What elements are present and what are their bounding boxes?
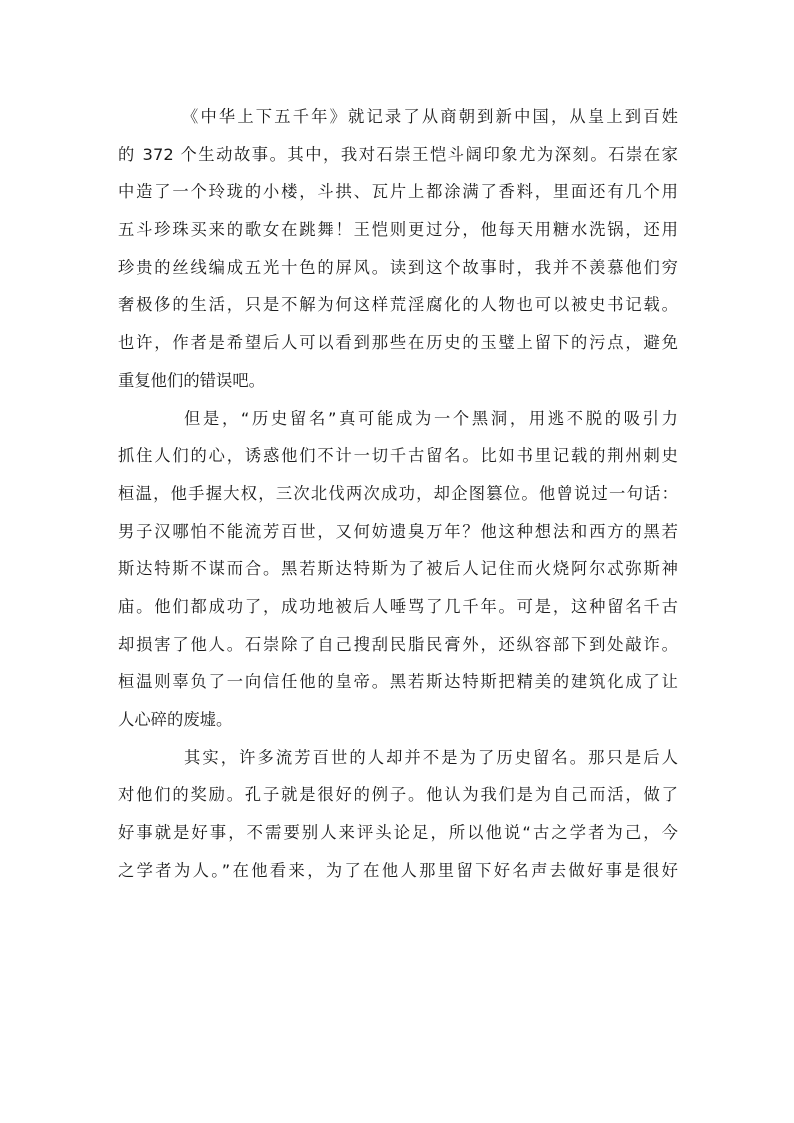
essay-body — [118, 98, 678, 889]
paragraph-2-line-5: 斯达特斯不谋而合。黑若斯达特斯为了被后人记住而火烧阿尔忒弥斯神 — [118, 559, 678, 579]
paragraph-2-line-4: 男子汉哪怕不能流芳百世，又何妨遗臭万年？他这种想法和西方的黑若 — [118, 521, 678, 541]
paragraph-1-line-7: 也许，作者是希望后人可以看到那些在历史的玉璧上留下的污点，避免 — [118, 333, 678, 353]
paragraph-1-line-2: 的 372 个生动故事。其中，我对石崇王恺斗阔印象尤为深刻。石崇在家 — [118, 144, 678, 164]
paragraph-3-line-3: 好事就是好事，不需要别人来评头论足，所以他说“古之学者为己，今 — [118, 823, 678, 843]
paragraph-2-line-7: 却损害了他人。石崇除了自己搜刮民脂民膏外，还纵容部下到处敲诈。 — [118, 634, 678, 654]
paragraph-2-line-9: 人心碎的废墟。 — [118, 710, 233, 729]
paragraph-3-line-4: 之学者为人。”在他看来，为了在他人那里留下好名声去做好事是很好 — [118, 860, 678, 880]
paragraph-2-line-6: 庙。他们都成功了，成功地被后人唾骂了几千年。可是，这种留名千古 — [118, 596, 678, 616]
paragraph-1-line-1: 《中华上下五千年》就记录了从商朝到新中国，从皇上到百姓 — [182, 107, 678, 126]
paragraph-3-line-2: 对他们的奖励。孔子就是很好的例子。他认为我们是为自己而活，做了 — [118, 785, 678, 805]
paragraph-2-line-3: 桓温，他手握大权，三次北伐两次成功，却企图篡位。他曾说过一句话： — [118, 483, 678, 503]
paragraph-1-line-3: 中造了一个玲珑的小楼，斗拱、瓦片上都涂满了香料，里面还有几个用 — [118, 182, 678, 202]
paragraph-1-line-5: 珍贵的丝线编成五光十色的屏风。读到这个故事时，我并不羡慕他们穷 — [118, 257, 678, 277]
paragraph-1-line-6: 奢极侈的生活，只是不解为何这样荒淫腐化的人物也可以被史书记载。 — [118, 295, 678, 315]
paragraph-1-line-8: 重复他们的错误吧。 — [118, 370, 265, 390]
paragraph-2-line-2: 抓住人们的心，诱惑他们不计一切千古留名。比如书里记载的荆州刺史 — [118, 446, 678, 466]
paragraph-1-line-4: 五斗珍珠买来的歌女在跳舞！王恺则更过分，他每天用糖水洗锅，还用 — [118, 220, 678, 240]
paragraph-2-line-8: 桓温则辜负了一向信任他的皇帝。黑若斯达特斯把精美的建筑化成了让 — [118, 672, 678, 692]
paragraph-3-line-1: 其实，许多流芳百世的人却并不是为了历史留名。那只是后人 — [184, 747, 678, 767]
paragraph-2-line-1: 但是，“历史留名”真可能成为一个黑洞，用逃不脱的吸引力 — [184, 408, 678, 428]
